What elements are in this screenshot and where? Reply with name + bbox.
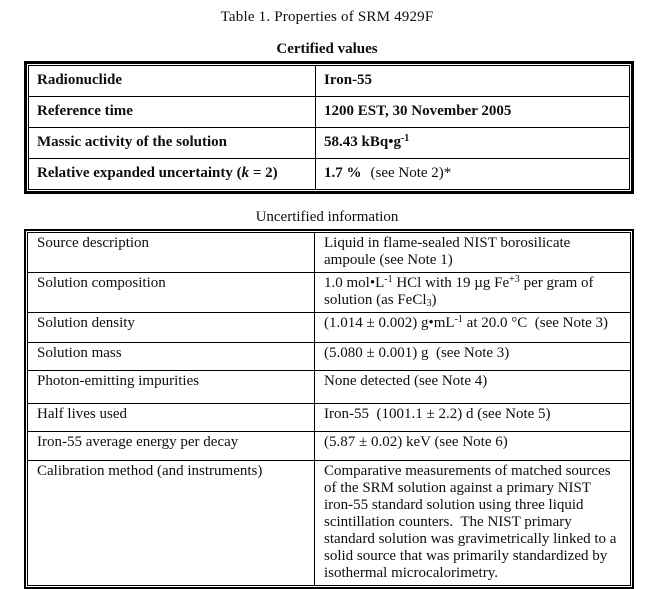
row-value: Comparative measurements of matched sources of the SRM solution against a primary NIST iron-55 standard solution using three liquid scintillation counters. The NIST primary standard solution was gravimetrically linked to a solid source that was primarily standardized by isothermal microcalorimetry. xyxy=(315,461,631,586)
row-value: 1.0 $mol•L^{-1}$ HCl with 19 µg $Fe^{+3}$ per gram of solution (as FeCl$_3$) xyxy=(315,273,631,313)
row-label: Iron-55 average energy per decay xyxy=(28,432,315,461)
certified-values-heading: Certified values xyxy=(276,41,378,57)
uncertified-information-table xyxy=(24,229,634,589)
row-value: 58.43 $kBq•g^{-1}$ xyxy=(316,128,630,159)
table-row-half-lives xyxy=(28,404,631,432)
table-row-solution-mass xyxy=(28,343,631,371)
uncertainty-value: 1.7 % xyxy=(324,165,362,181)
row-value: Liquid in flame-sealed NIST borosilicate ampoule (see Note 1) xyxy=(315,233,631,273)
row-label: Photon-emitting impurities xyxy=(28,371,315,404)
row-value: 1200 EST, 30 November 2005 xyxy=(316,97,630,128)
table-row-massic-activity xyxy=(29,128,630,159)
row-value: None detected (see Note 4) xyxy=(315,371,631,404)
row-value: Iron-55 (1001.1 ± 2.2) d (see Note 5) xyxy=(315,404,631,432)
table-row-calibration-method xyxy=(28,461,631,586)
row-value: (5.080 ± 0.001) g (see Note 3) xyxy=(315,343,631,371)
row-value xyxy=(316,159,630,190)
row-value: (1.014 ± 0.002) $g•mL^{-1}$ at 20.0 °C (see Note 3) xyxy=(315,313,631,343)
row-label: Solution mass xyxy=(28,343,315,371)
table-row-solution-density xyxy=(28,313,631,343)
row-label: Calibration method (and instruments) xyxy=(28,461,315,586)
uncertainty-note: (see Note 2)* xyxy=(370,165,452,181)
row-value: (5.87 ± 0.02) keV (see Note 6) xyxy=(315,432,631,461)
row-label: Massic activity of the solution xyxy=(29,128,316,159)
row-label: Source description xyxy=(28,233,315,273)
table-row-average-energy xyxy=(28,432,631,461)
table-row-source-description xyxy=(28,233,631,273)
row-label: Solution composition xyxy=(28,273,315,313)
row-value: Iron-55 xyxy=(316,66,630,97)
uncertified-information-heading: Uncertified information xyxy=(255,209,399,225)
table-row-radionuclide xyxy=(29,66,630,97)
row-label: Solution density xyxy=(28,313,315,343)
table-row-reference-time xyxy=(29,97,630,128)
table-row-photon-impurities xyxy=(28,371,631,404)
table-row-expanded-uncertainty xyxy=(29,159,630,190)
table-row-solution-composition xyxy=(28,273,631,313)
certified-values-table xyxy=(24,61,634,194)
row-label: Half lives used xyxy=(28,404,315,432)
row-label: Radionuclide xyxy=(29,66,316,97)
row-label: Relative expanded uncertainty (k = 2) xyxy=(29,159,316,190)
row-label: Reference time xyxy=(29,97,316,128)
page-title: Table 1. Properties of SRM 4929F xyxy=(220,9,434,25)
